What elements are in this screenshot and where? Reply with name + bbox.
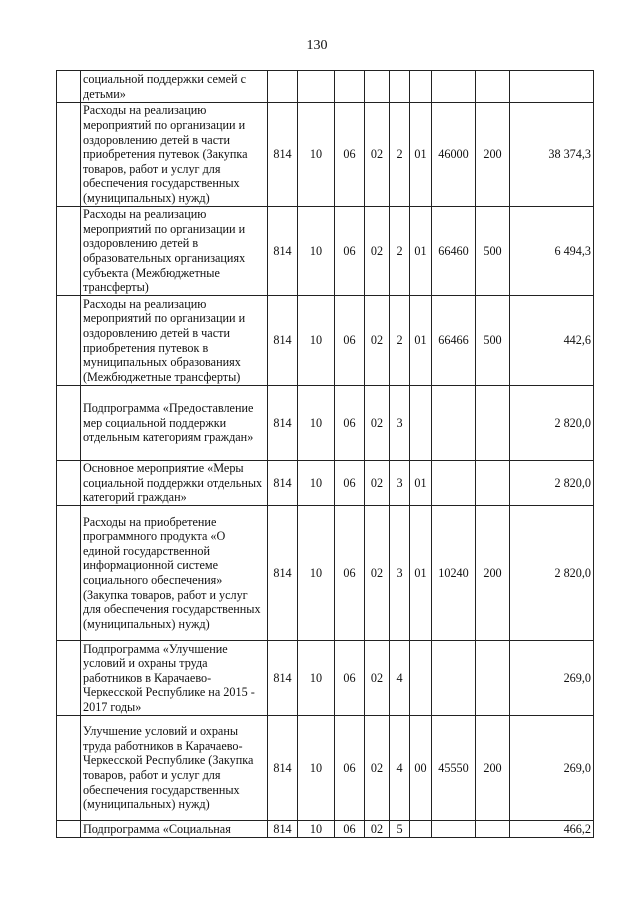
amount: 2 820,0 [510,506,594,641]
amount: 6 494,3 [510,207,594,296]
item-name: Улучшение условий и охраны труда работников в Карачаево-Черкесской Республике (Закупка товаров, работ и услуг для обеспечения государственных (муниципальных) нужд) [81,716,268,821]
ved-code: 814 [268,386,298,461]
main-activity-code: 01 [410,207,432,296]
amount: 442,6 [510,296,594,386]
subprogram-code: 4 [390,641,410,716]
main-activity-code [410,641,432,716]
subsection-code: 06 [335,641,365,716]
item-name: Основное мероприятие «Меры социальной поддержки отдельных категорий граждан» [81,461,268,506]
main-activity-code: 01 [410,461,432,506]
subprogram-code: 2 [390,103,410,207]
expense-type-code: 500 [476,296,510,386]
amount: 466,2 [510,821,594,838]
main-activity-code: 00 [410,716,432,821]
ved-code: 814 [268,716,298,821]
subsection-code: 06 [335,296,365,386]
subprogram-code: 3 [390,461,410,506]
item-name: Подпрограмма «Социальная [81,821,268,838]
main-activity-code: 01 [410,296,432,386]
main-activity-code: 01 [410,103,432,207]
direction-code [432,461,476,506]
program-code: 02 [365,821,390,838]
amount: 2 820,0 [510,386,594,461]
ved-code: 814 [268,207,298,296]
amount: 2 820,0 [510,461,594,506]
program-code: 02 [365,716,390,821]
expense-type-code: 200 [476,506,510,641]
item-name: Расходы на приобретение программного продукта «О единой государственной информационной системе социального обеспечения» (Закупка товаров, работ и услуг для обеспечения государственных (муниципальных) нужд) [81,506,268,641]
table-row [57,296,594,386]
amount: 269,0 [510,641,594,716]
item-name: социальной поддержки семей с детьми» [81,71,268,103]
subprogram-code: 3 [390,506,410,641]
amount [510,71,594,103]
blank-cell [57,461,81,506]
table-row [57,71,594,103]
ved-code: 814 [268,103,298,207]
subprogram-code: 4 [390,716,410,821]
blank-cell [57,506,81,641]
expense-type-code [476,386,510,461]
blank-cell [57,641,81,716]
page-number: 130 [306,38,328,53]
program-code: 02 [365,506,390,641]
table-row [57,207,594,296]
section-code: 10 [298,716,335,821]
expense-type-code [476,821,510,838]
table-row [57,641,594,716]
direction-code: 10240 [432,506,476,641]
subsection-code: 06 [335,821,365,838]
blank-cell [57,71,81,103]
amount: 269,0 [510,716,594,821]
direction-code: 45550 [432,716,476,821]
blank-cell [57,207,81,296]
program-code: 02 [365,296,390,386]
subsection-code: 06 [335,103,365,207]
blank-cell [57,821,81,838]
program-code: 02 [365,386,390,461]
section-code: 10 [298,506,335,641]
section-code: 10 [298,207,335,296]
subprogram-code [390,71,410,103]
table-row [57,103,594,207]
ved-code: 814 [268,821,298,838]
blank-cell [57,386,81,461]
section-code: 10 [298,461,335,506]
expense-type-code: 500 [476,207,510,296]
table-row [57,506,594,641]
table-row [57,461,594,506]
ved-code: 814 [268,296,298,386]
table-body [57,71,594,838]
ved-code [268,71,298,103]
item-name: Подпрограмма «Улучшение условий и охраны труда работников в Карачаево-Черкесской Республике на 2015 - 2017 годы» [81,641,268,716]
program-code: 02 [365,461,390,506]
main-activity-code [410,71,432,103]
direction-code [432,386,476,461]
subsection-code: 06 [335,207,365,296]
program-code: 02 [365,641,390,716]
expense-type-code: 200 [476,103,510,207]
direction-code: 46000 [432,103,476,207]
amount: 38 374,3 [510,103,594,207]
subsection-code: 06 [335,506,365,641]
expense-type-code [476,461,510,506]
main-activity-code: 01 [410,506,432,641]
item-name: Расходы на реализацию мероприятий по организации и оздоровлению детей в части приобретения путевок (Закупка товаров, работ и услуг для обеспечения государственных (муниципальных) нужд) [81,103,268,207]
direction-code: 66460 [432,207,476,296]
direction-code [432,821,476,838]
direction-code [432,71,476,103]
section-code [298,71,335,103]
expense-type-code [476,641,510,716]
subsection-code [335,71,365,103]
blank-cell [57,103,81,207]
table-row [57,716,594,821]
program-code: 02 [365,103,390,207]
subprogram-code: 3 [390,386,410,461]
main-activity-code [410,386,432,461]
table-row [57,386,594,461]
item-name: Подпрограмма «Предоставление мер социальной поддержки отдельным категориям граждан» [81,386,268,461]
section-code: 10 [298,386,335,461]
ved-code: 814 [268,461,298,506]
section-code: 10 [298,296,335,386]
direction-code: 66466 [432,296,476,386]
item-name: Расходы на реализацию мероприятий по организации и оздоровлению детей в части приобретения путевок в муниципальных образованиях (Межбюджетные трансферты) [81,296,268,386]
main-activity-code [410,821,432,838]
subsection-code: 06 [335,716,365,821]
subsection-code: 06 [335,386,365,461]
expense-type-code: 200 [476,716,510,821]
subprogram-code: 5 [390,821,410,838]
section-code: 10 [298,641,335,716]
ved-code: 814 [268,506,298,641]
direction-code [432,641,476,716]
budget-table [56,70,594,838]
blank-cell [57,296,81,386]
section-code: 10 [298,103,335,207]
program-code [365,71,390,103]
ved-code: 814 [268,641,298,716]
expense-type-code [476,71,510,103]
program-code: 02 [365,207,390,296]
subprogram-code: 2 [390,296,410,386]
table-row [57,821,594,838]
section-code: 10 [298,821,335,838]
item-name: Расходы на реализацию мероприятий по организации и оздоровлению детей в образовательных организациях субъекта (Межбюджетные трансферты) [81,207,268,296]
blank-cell [57,716,81,821]
subprogram-code: 2 [390,207,410,296]
subsection-code: 06 [335,461,365,506]
